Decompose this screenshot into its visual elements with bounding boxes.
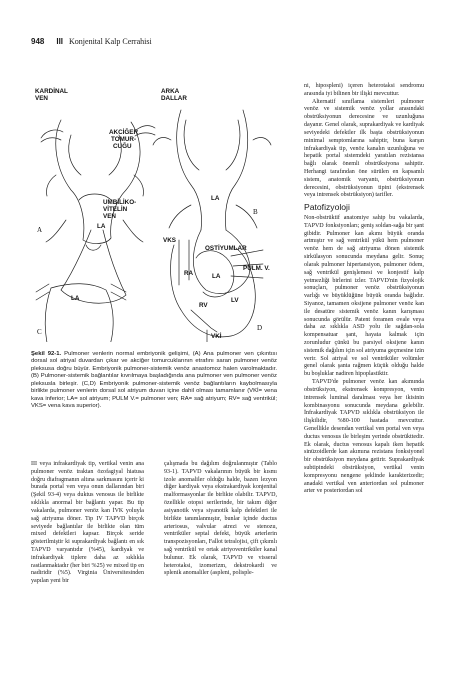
label-vki: VKİ [211,333,222,340]
caption-body: Pulmoner venlerin normal embriyonik gelişimi, (A) Ana pulmoner ven çıkıntısı dorsal sol atriyal duvardan çıkar ve akciğer tomurcuklarının etrafını saran pulmoner venöz pleksusa doğru büyür. Embriyonik pulmoner-sistemik venöz anastomoz halen varolmaktadır. (B) Pulmoner-sistemik bağlantılar kıvrılmaya başladığında ana pulmoner ven pulmoner venöz pleksusla birleşir. (C,D) Embriyonik pulmoner-sistemik venöz bağlantıların kaybolmasıyla birlikte pulmoner venlerin dorsal sol atriyum duvarı içine dahil olması tamamlanır (VKİ= vena kava inferior; LA= sol atriyum; PULM V.= pulmoner ven; RA= sağ atriyum; RV= sağ ventrikül; VKS= vena kava superior). [31,351,277,410]
paragraph: Non-obstrüktif anatomiye sahip bu vakalarda, TAPVD fonksiyonları; geniş soldan-sağa bir şant gibidir. Pulmoner kan akımı büyük oranda artmıştır ve sağ ventrikül yükü hem pulmoner venöz hem de sağ atriyuma dönen sistemik sirkülasyon sonucunda meydana gelir. Sonuç olarak pulmoner hipertansiyon, pulmoner ödem, sağ ventrikül genişlemesi ve konjestif kalp yetmezliği birlerini izler. TAPVD'nin fizyolojik sonuçları, pulmoner venöz obstrüksiyonun varlığı ve büyüklüğüne büyük oranda bağlıdır. Siyanoz, tamamen oksijene pulmoner venöz kan ile desatüre sistemik venöz kanın karışması sonucunda görülür. Patent foramen ovale veya daha az sıklıkla ASD yolu ile sağdan-sola kompensatuar şant, hayata kalmak için zorunludur çünkü bu parsiyel oksijene kanın sistemik dağılım için sol atriyuma geçmesine izin verir. Sol atriyal ve sol ventriküler volümler genel olarak şanta rağmen küçük olduğu halde bu boşluklar nadiren hipoplastiktir. [304,215,424,378]
label-la-b: LA [211,195,220,202]
panel-letter-b: B [253,208,258,216]
paragraph: TAPVD'de pulmoner venöz kan akımında obstrüksiyon, ekstrensek kompresyon, venin intrensek luminal daralması veya her ikisinin kombinasyonu sonucunda meydana gelebilir. İnfrakardiyak TAPVD sıklıkla obstrüksiyon ile ilişkilidir, %80-100 hastada mevcuttur. Genellikle desendan vertikal ven portal ven veya ductus venosus ile birleşim yerinde obstrükttedir. Ek olarak, ductus venosus kapalı iken hepatik sinüzoidlerde kan akımına rezistans fonksiyonel bir obstrüksiyon meydana getirir. Suprakardiyak subtipindeki obstrüksiyon, vertikal venin kompresyonu nengene şeklinde karakterizedir; anadaki vertikal ven anteriordan sol pulmoner arter ve posteriordan sol [304,379,424,495]
paragraph: ni, hipospleni) içeren heterotaksi sendromu arasında iyi bilinen bir ilişki mevcuttur. [304,83,424,97]
label-la-d: LA [212,273,221,280]
paragraph: Alternatif sınıflama sistemleri pulmoner venöz ve sistemik venöz yollar arasındaki obstrüksiyonun derecesine ve uzunluğuna dayanır. Genel olarak, suprakardiyak ve kardiyak seviyedeki defektler ilk başta obstrüksiyonun minimal semptomlarına sahiptir, buna karşın infrakardiyak tip, venöz kanalın uzunluğuna ve hepatik portal sistemdeki yaratılan rezistansa bağlı olarak önemli obstrüksiyona sahiptir. Herhangi tarafından öne sürülen en kapsamlı sistem, anatomik varyantı, obstrüksiyonun derecesini, obstrüksiyonun tipini (ekstrensek veya intrensek obstrüksiyon) tarifler. [304,98,424,199]
panel-letter-d: D [257,324,263,332]
label-rv: RV [199,302,208,309]
panel-letter-c: C [37,328,42,336]
body-column-right [304,83,424,496]
label-kardinal-ven-1: KARDİNAL [35,88,68,95]
panel-c-drawing [36,284,126,342]
paragraph: III veya infrakardiyak tip, vertikal venin ana pulmoner venöz traktan özofagiyal hiatusa doğru diafragmanın altına sarkmasını içerir ki burada portal ven veya onun dallarından biri (Şekil 93-4) veya duktus venosus ile birlikte sıklıkla anormal bir bağlantı yapar. Bu tip vakalarda, pulmoner venöz kan İVK yoluyla sağ atriyuma döner. Tip IV TAPVD birçok seviyede bağlantılar ile birlikte olan tüm mixed defektleri kapsar. Birçok seride gösterilmiştir ki suprakardiyak bağlantı en sık TAPVD varyantıdır (%45), kardiyak ve infrakardiyak tiplere daha az sıklıkla rastlanmaktadır (her biri %25) ve mixed tip en nadiridir (%5). Virginia Üniversitesinden yapılan yeni bir [31,461,144,585]
label-akciger-1: AKCİĞER [109,129,139,136]
panel-d-drawing [171,240,263,342]
part-number: III [56,37,64,46]
label-lv: LV [231,297,239,304]
label-ra: RA [184,270,194,277]
page-number: 948 [31,37,45,46]
label-akciger-3: CUĞU [113,143,132,150]
section-heading: Patofizyoloji [304,202,350,213]
panel-a-drawing [41,120,155,303]
caption-heading: Şekil 92-1. [31,351,62,357]
figure-92-1 [31,80,280,342]
chapter-title: Konjenital Kalp Cerrahisi [69,37,152,46]
label-la-a: LA [97,223,106,230]
label-akciger-2: TOMUR- [111,136,137,143]
label-ostiyumlar: OSTİYUMLAR [205,245,247,252]
label-pulm-v: PULM. V. [243,265,270,272]
label-arka-dallar-1: ARKA [161,88,180,95]
running-header [31,37,271,49]
label-la-c: LA [71,295,80,302]
embryonic-pulmonary-vein-illustration [31,80,280,342]
label-arka-dallar-2: DALLAR [161,95,187,102]
label-umbiliko-2: VİTELİN [103,206,128,213]
label-umbiliko-3: VEN [103,213,116,220]
panel-letter-a: A [37,226,43,234]
label-kardinal-ven-2: VEN [35,95,48,102]
figure-caption [31,351,277,411]
paragraph: çalışmada bu dağılım doğrulanmıştır (Tablo 93-1). TAPVD vakalarının büyük bir kısmı izole anomaliler olduğu halde, bazen lezyon diğer kardiyak veya ekstrakardiyak konjenital malformasyonlar ile birlikte olabilir. TAPVD, özellikle otopsi serilerinde, bir takım diğer asiyanotik veya siyanotik kalp defektleri ile birlikte tanımlanmıştır, bunlar içinde ductus arteriosus, valvular atrezi ve stenozu, ventriküler septal defekt, büyük arterlerin transpozisyonları, Fallot tetralojisi, çift çıkımlı sağ ventrikül ve ortak atriyoventriküler kanal bulunur. Ek olarak, TAPVD ve visseral heterotaksi, izomerizm, dekstrokardi ve splenik anomaliler (aspleni, polisple- [164,461,277,577]
body-column-left [31,461,144,586]
figure-labels [35,87,270,340]
label-umbiliko-1: UMBİLİKO- [103,199,137,206]
label-vks: VKS [163,237,176,244]
body-column-middle [164,461,277,578]
